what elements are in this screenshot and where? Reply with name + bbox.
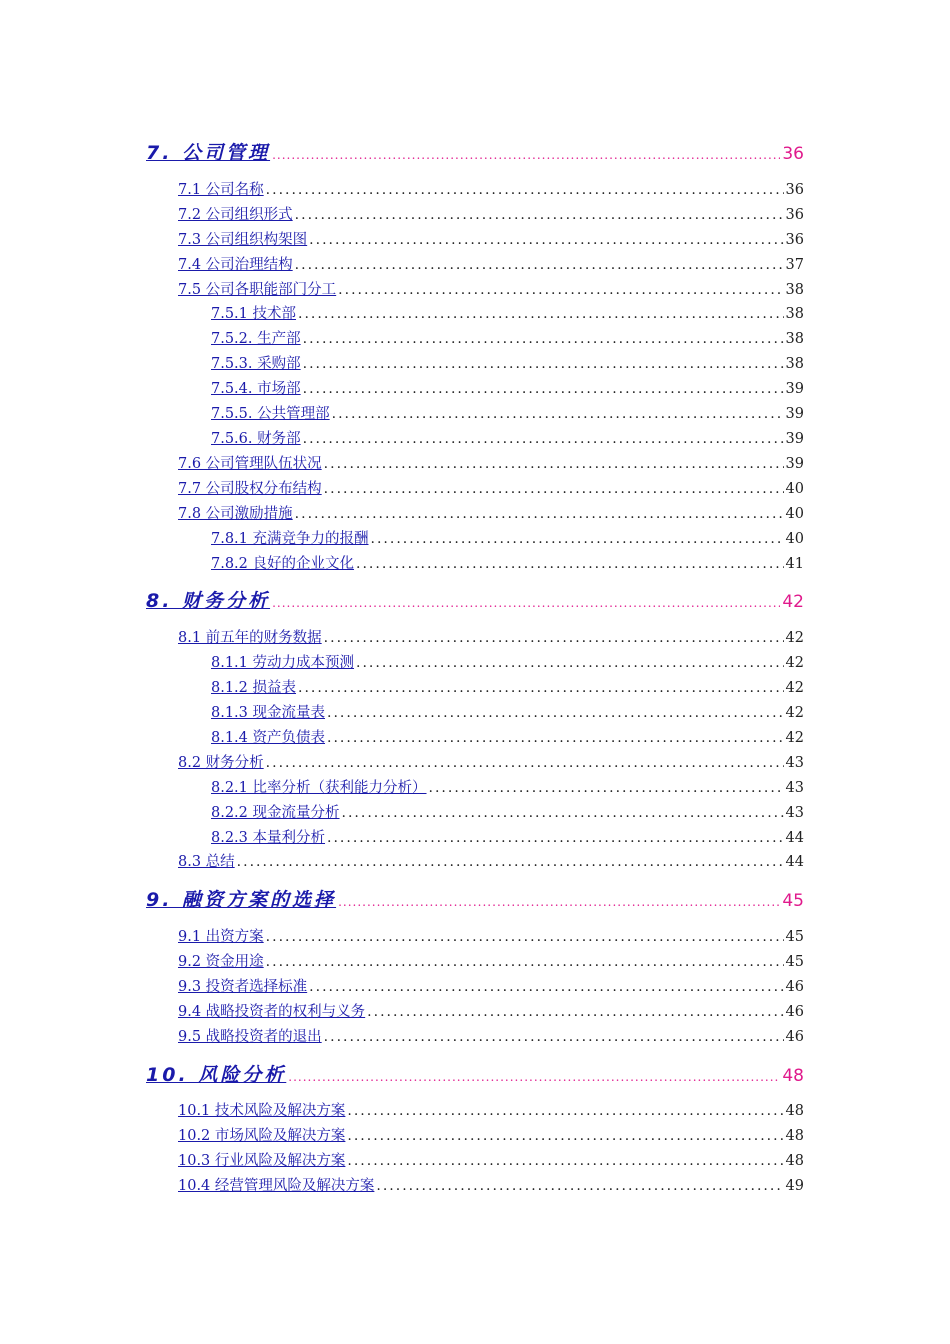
toc-entry[interactable] (178, 850, 804, 870)
toc-entry[interactable] (211, 726, 804, 746)
toc-entry-label[interactable]: 10.3 行业风险及解决方案 (178, 1153, 346, 1169)
toc-entry-label[interactable]: 7.8 公司激励措施 (178, 506, 293, 522)
toc-leader-dots (295, 257, 784, 273)
toc-entry-label[interactable]: 7.2 公司组织形式 (178, 207, 293, 223)
toc-page-number: 43 (785, 780, 804, 796)
toc-entry[interactable] (178, 950, 804, 970)
toc-page-number: 46 (785, 1004, 804, 1020)
toc-entry[interactable] (211, 801, 804, 821)
toc-leader-dots (356, 556, 784, 572)
toc-leader-dots (338, 895, 780, 909)
toc-leader-dots (272, 596, 780, 610)
toc-page-number: 44 (785, 854, 804, 870)
toc-leader-dots (266, 954, 784, 970)
toc-page-number: 42 (785, 630, 804, 646)
toc-leader-dots (429, 780, 784, 796)
toc-leader-dots (367, 1004, 783, 1020)
toc-entry-label[interactable]: 8.1.3 现金流量表 (211, 705, 326, 721)
toc-entry-label[interactable]: 7.6 公司管理队伍状况 (178, 456, 322, 472)
toc-leader-dots (356, 655, 784, 671)
toc-page-number: 39 (785, 456, 804, 472)
toc-entry[interactable] (178, 228, 804, 248)
toc-entry-label[interactable]: 7.8.2 良好的企业文化 (211, 556, 355, 572)
toc-entry[interactable] (178, 1149, 804, 1169)
toc-entry[interactable] (211, 402, 804, 422)
toc-leader-dots (272, 148, 780, 162)
toc-entry-label[interactable]: 9. 融资方案的选择 (146, 889, 337, 909)
toc-page-number: 36 (785, 232, 804, 248)
toc-leader-dots (266, 929, 784, 945)
toc-entry-label[interactable]: 7.5.2. 生产部 (211, 331, 301, 347)
toc-entry-label[interactable]: 8. 财务分析 (146, 590, 271, 610)
toc-leader-dots (347, 1103, 783, 1119)
toc-entry[interactable] (178, 452, 804, 472)
toc-entry[interactable] (211, 776, 804, 796)
toc-page-number: 48 (785, 1128, 804, 1144)
toc-leader-dots (295, 506, 784, 522)
toc-entry-label[interactable]: 8.1.1 劳动力成本预测 (211, 655, 355, 671)
toc-page-number: 41 (785, 556, 804, 572)
toc-leader-dots (327, 830, 784, 846)
toc-entry[interactable] (211, 552, 804, 572)
toc-entry-label[interactable]: 7.5.3. 采购部 (211, 356, 301, 372)
toc-page-number: 45 (782, 891, 804, 909)
toc-leader-dots (347, 1153, 783, 1169)
toc-leader-dots (327, 705, 784, 721)
toc-page-number: 38 (785, 306, 804, 322)
toc-leader-dots (288, 1070, 780, 1084)
toc-page-number: 45 (785, 929, 804, 945)
toc-entry[interactable] (178, 1124, 804, 1144)
toc-entry-label[interactable]: 7.1 公司名称 (178, 182, 264, 198)
toc-entry[interactable] (178, 1000, 804, 1020)
toc-entry-label[interactable]: 9.2 资金用途 (178, 954, 264, 970)
toc-page-number: 36 (785, 182, 804, 198)
toc-page-number: 43 (785, 755, 804, 771)
toc-entry[interactable] (211, 377, 804, 397)
toc-entry[interactable] (211, 352, 804, 372)
toc-entry[interactable] (211, 676, 804, 696)
toc-entry-label[interactable]: 7.5.6. 财务部 (211, 431, 301, 447)
toc-page-number: 48 (785, 1103, 804, 1119)
toc-entry[interactable] (211, 651, 804, 671)
toc-page-number: 42 (785, 705, 804, 721)
toc-page-number: 40 (785, 506, 804, 522)
toc-leader-dots (324, 481, 784, 497)
toc-page-number: 45 (785, 954, 804, 970)
toc-entry-label[interactable]: 9.1 出资方案 (178, 929, 264, 945)
toc-entry[interactable] (211, 701, 804, 721)
toc-page-number: 39 (785, 431, 804, 447)
toc-page-number: 38 (785, 282, 804, 298)
toc-entry-label[interactable]: 8.2.1 比率分析（获利能力分析） (211, 780, 427, 796)
toc-leader-dots (303, 356, 784, 372)
toc-leader-dots (332, 406, 784, 422)
toc-leader-dots (309, 979, 783, 995)
toc-leader-dots (324, 456, 784, 472)
toc-page-number: 42 (785, 730, 804, 746)
toc-page-number: 48 (782, 1066, 804, 1084)
toc-entry-label[interactable]: 9.3 投资者选择标准 (178, 979, 308, 995)
toc-entry-label[interactable]: 7.8.1 充满竞争力的报酬 (211, 531, 369, 547)
toc-leader-dots (303, 331, 784, 347)
toc-entry[interactable] (178, 626, 804, 646)
toc-entry-label[interactable]: 7.5.4. 市场部 (211, 381, 301, 397)
toc-page-number: 39 (785, 381, 804, 397)
toc-entry-label[interactable]: 8.1.2 损益表 (211, 680, 297, 696)
toc-entry-label[interactable]: 10. 风险分析 (146, 1064, 287, 1084)
toc-leader-dots (295, 207, 784, 223)
toc-entry[interactable] (211, 327, 804, 347)
toc-page-number: 43 (785, 805, 804, 821)
toc-page-number: 42 (785, 680, 804, 696)
toc-entry[interactable] (178, 1174, 804, 1194)
toc-entry-label[interactable]: 7.5.5. 公共管理部 (211, 406, 330, 422)
toc-leader-dots (347, 1128, 783, 1144)
toc-page-number: 49 (785, 1178, 804, 1194)
toc-page-number: 36 (782, 144, 804, 162)
toc-page-number: 46 (785, 979, 804, 995)
toc-page-number: 36 (785, 207, 804, 223)
toc-entry[interactable] (178, 1099, 804, 1119)
toc-entry-label[interactable]: 7.5.1 技术部 (211, 306, 297, 322)
toc-entry-label[interactable]: 10.1 技术风险及解决方案 (178, 1103, 346, 1119)
toc-entry-label[interactable]: 8.2.2 现金流量分析 (211, 805, 340, 821)
toc-leader-dots (327, 730, 784, 746)
toc-leader-dots (371, 531, 784, 547)
toc-page-number: 48 (785, 1153, 804, 1169)
toc-page-number: 38 (785, 331, 804, 347)
toc-entry-label[interactable]: 9.4 战略投资者的权利与义务 (178, 1004, 366, 1020)
toc-entry-label[interactable]: 8.2.3 本量利分析 (211, 830, 326, 846)
toc-entry[interactable] (178, 178, 804, 198)
toc-leader-dots (298, 680, 784, 696)
toc-page-number: 46 (785, 1029, 804, 1045)
toc-leader-dots (342, 805, 784, 821)
toc-entry[interactable] (178, 253, 804, 273)
toc-entry-label[interactable]: 9.5 战略投资者的退出 (178, 1029, 322, 1045)
toc-page-number: 44 (785, 830, 804, 846)
toc-leader-dots (303, 381, 784, 397)
toc-entry-label[interactable]: 7.3 公司组织构架图 (178, 232, 308, 248)
toc-entry[interactable] (178, 203, 804, 223)
toc-chapter-entry[interactable] (146, 885, 804, 909)
toc-entry-label[interactable]: 7. 公司管理 (146, 142, 271, 162)
toc-entry-label[interactable]: 10.4 经营管理风险及解决方案 (178, 1178, 375, 1194)
toc-entry[interactable] (211, 527, 804, 547)
toc-leader-dots (303, 431, 784, 447)
toc-page-number: 42 (782, 592, 804, 610)
toc-page-number: 37 (785, 257, 804, 273)
toc-leader-dots (338, 282, 783, 298)
toc-entry[interactable] (211, 427, 804, 447)
toc-entry[interactable] (178, 925, 804, 945)
toc-leader-dots (266, 182, 784, 198)
toc-entry[interactable] (178, 278, 804, 298)
toc-page-number: 40 (785, 481, 804, 497)
toc-leader-dots (324, 1029, 784, 1045)
toc-entry[interactable] (211, 302, 804, 322)
toc-leader-dots (298, 306, 784, 322)
toc-chapter-entry[interactable] (146, 586, 804, 610)
toc-entry-label[interactable]: 8.2 财务分析 (178, 755, 264, 771)
toc-chapter-entry[interactable] (146, 1060, 804, 1084)
toc-entry-label[interactable]: 8.1.4 资产负债表 (211, 730, 326, 746)
toc-entry-label[interactable]: 8.3 总结 (178, 854, 235, 870)
toc-page-number: 40 (785, 531, 804, 547)
toc-entry[interactable] (178, 1025, 804, 1045)
toc-entry-label[interactable]: 7.5 公司各职能部门分工 (178, 282, 337, 298)
toc-page-number: 42 (785, 655, 804, 671)
toc-leader-dots (237, 854, 784, 870)
toc-page-number: 38 (785, 356, 804, 372)
toc-entry-label[interactable]: 8.1 前五年的财务数据 (178, 630, 322, 646)
toc-entry-label[interactable]: 10.2 市场风险及解决方案 (178, 1128, 346, 1144)
toc-page-number: 39 (785, 406, 804, 422)
toc-leader-dots (266, 755, 784, 771)
toc-leader-dots (376, 1178, 783, 1194)
toc-entry-label[interactable]: 7.4 公司治理结构 (178, 257, 293, 273)
toc-leader-dots (324, 630, 784, 646)
toc-entry[interactable] (178, 502, 804, 522)
toc-chapter-entry[interactable] (146, 138, 804, 162)
toc-entry[interactable] (178, 975, 804, 995)
toc-leader-dots (309, 232, 783, 248)
toc-entry[interactable] (178, 477, 804, 497)
toc-entry[interactable] (178, 751, 804, 771)
toc-entry-label[interactable]: 7.7 公司股权分布结构 (178, 481, 322, 497)
toc-entry[interactable] (211, 826, 804, 846)
